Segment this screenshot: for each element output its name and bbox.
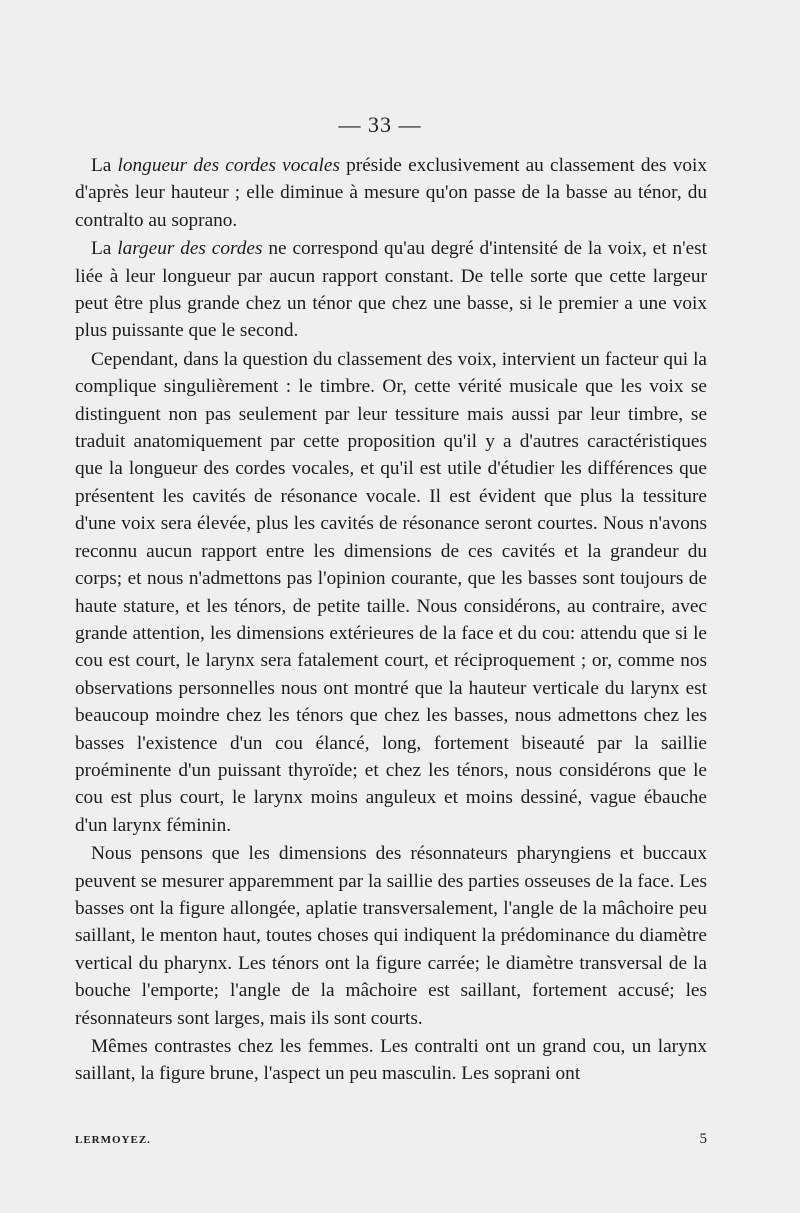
text-run: ne correspond qu'au degré d'intensité de la voix, et n'est liée à leur longueur par aucun rapport constant. De telle sorte que cette largeur peut être plus grande chez un ténor que chez une basse, si le premier a une voix plus puissante que le second. [75,238,707,342]
emphasis-term: largeur des cordes [117,238,263,260]
text-run: La [91,238,118,260]
body-text [75,152,707,1088]
emphasis-term: longueur des cordes vocales [117,155,340,176]
paragraph-2 [75,235,707,345]
printer-signature: LERMOYEZ. [75,1134,151,1146]
page-footer [75,1131,707,1148]
sheet-number: 5 [699,1131,707,1147]
page-number: — 33 — [338,112,422,137]
paragraph-3: Cependant, dans la question du classement des voix, intervient un facteur qui la complique singulièrement : le timbre. Or, cette vérité musicale que les voix se distinguent non pas seulement par leur tessiture mais aussi par leur timbre, se traduit anatomiquement par cette proposition qu'il y a d'autres caractéristiques que la longueur des cordes vocales, et qu'il est utile d'étudier les différences que présentent les cavités de résonance vocale. Il est évident que plus la tessiture d'une voix sera élevée, plus les cavités de résonance seront courtes. Nous n'avons reconnu aucun rapport entre les dimensions de ces cavités et la grandeur du corps; et nous n'admettons pas l'opinion courante, que les basses sont toujours de haute stature, et les ténors, de petite taille. Nous considérons, au contraire, avec grande attention, les dimensions extérieures de la face et du cou: attendu que si le cou est court, le larynx sera fatalement court, et réciproquement ; or, comme nos observations personnelles nous ont montré que la hauteur verticale du larynx est beaucoup moindre chez les ténors que chez les basses, nous admettons chez les basses l'existence d'un cou élancé, long, fortement biseauté par la saillie proéminente d'un puissant thyroïde; et chez les ténors, nous considérons que le cou est plus court, le larynx moins anguleux et moins dessiné, vague ébauche d'un larynx féminin. [75,348,707,836]
paragraph-4: Nous pensons que les dimensions des résonnateurs pharyngiens et buccaux peuvent se mesurer apparemment par la saillie des parties osseuses de la face. Les basses ont la figure allongée, aplatie transversalement, l'angle de la mâchoire peu saillant, le menton haut, toutes choses qui indiquent la prédominance du diamètre vertical du pharynx. Les ténors ont la figure carrée; le diamètre transversal de la bouche l'emporte; l'angle de la mâchoire est saillant, fortement accusé; les résonnateurs sont larges, mais ils sont courts. [75,843,707,1029]
paragraph-1 [75,152,707,234]
text-run: préside exclusivement au classement des voix d'après leur hauteur ; elle diminue à mesure qu'on passe de la basse au ténor, du contralto au soprano. [75,155,707,231]
text-run: La [91,155,118,176]
paragraph-5: Mêmes contrastes chez les femmes. Les contralti ont un grand cou, un larynx saillant, la figure brune, l'aspect un peu masculin. Les soprani ont [75,1036,707,1085]
